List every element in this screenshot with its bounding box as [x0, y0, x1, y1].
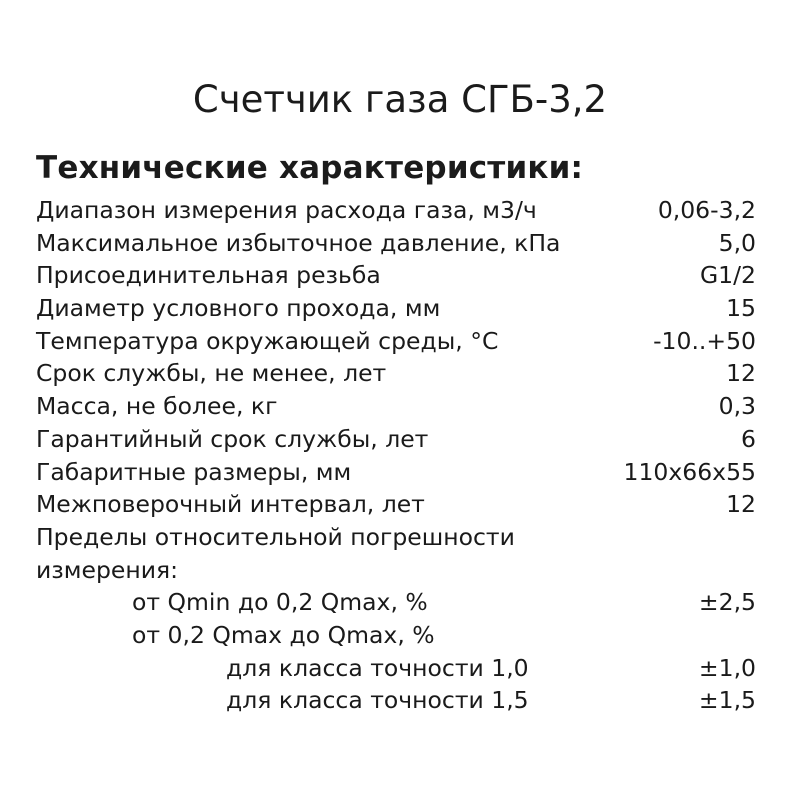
error-limit-label: от 0,2 Qmax до Qmax, %: [132, 620, 435, 649]
spec-row: [36, 292, 756, 325]
spec-value: 0,3: [718, 392, 756, 421]
spec-value: 12: [726, 359, 756, 388]
error-limits-title-cont: измерения:: [36, 555, 179, 584]
spec-label: Межповерочный интервал, лет: [36, 490, 425, 519]
spec-value: 12: [726, 490, 756, 519]
spec-value: 6: [741, 424, 756, 453]
spec-value: 0,06-3,2: [657, 196, 756, 224]
error-limits-title: Пределы относительной погрешности: [36, 522, 515, 551]
spec-row: [36, 194, 756, 227]
section-heading: Технические характеристики:: [36, 150, 584, 186]
spec-row: [36, 488, 756, 521]
error-limit-row: [36, 619, 756, 652]
spec-label: Температура окружающей среды, °С: [36, 326, 499, 355]
spec-label: Диаметр условного прохода, мм: [36, 294, 441, 323]
error-limit-row: [36, 586, 756, 619]
spec-row: [36, 227, 756, 260]
error-limit-value: ±2,5: [698, 588, 756, 617]
spec-row: [36, 390, 756, 423]
error-limit-label: для класса точности 1,0: [226, 653, 529, 682]
spec-value: G1/2: [699, 261, 756, 290]
error-limit-row: [36, 684, 756, 717]
spec-label: Габаритные размеры, мм: [36, 457, 352, 486]
spec-label: Гарантийный срок службы, лет: [36, 424, 429, 453]
spec-label: Масса, не более, кг: [36, 392, 278, 421]
spec-label: Диапазон измерения расхода газа, м3/ч: [36, 196, 537, 224]
spec-row: [36, 259, 756, 292]
spec-value: 15: [726, 294, 756, 323]
page-title: Счетчик газа СГБ-3,2: [192, 78, 608, 121]
spec-label: Срок службы, не менее, лет: [36, 359, 387, 388]
error-limit-value: ±1,0: [698, 653, 756, 682]
spec-row: [36, 357, 756, 390]
spec-row: [36, 456, 756, 489]
error-limit-label: для класса точности 1,5: [226, 686, 529, 715]
spec-label: Присоединительная резьба: [36, 261, 381, 290]
spec-table: [36, 194, 756, 717]
spec-row: [36, 325, 756, 358]
error-limit-value: ±1,5: [698, 686, 756, 715]
spec-row: [36, 423, 756, 456]
spec-value: -10..+50: [653, 326, 756, 355]
spec-value: 5,0: [718, 228, 756, 257]
spec-value: 110х66х55: [623, 457, 756, 486]
error-limit-label: от Qmin до 0,2 Qmax, %: [132, 588, 428, 617]
spec-label: Максимальное избыточное давление, кПа: [36, 228, 561, 257]
error-limit-row: [36, 652, 756, 685]
